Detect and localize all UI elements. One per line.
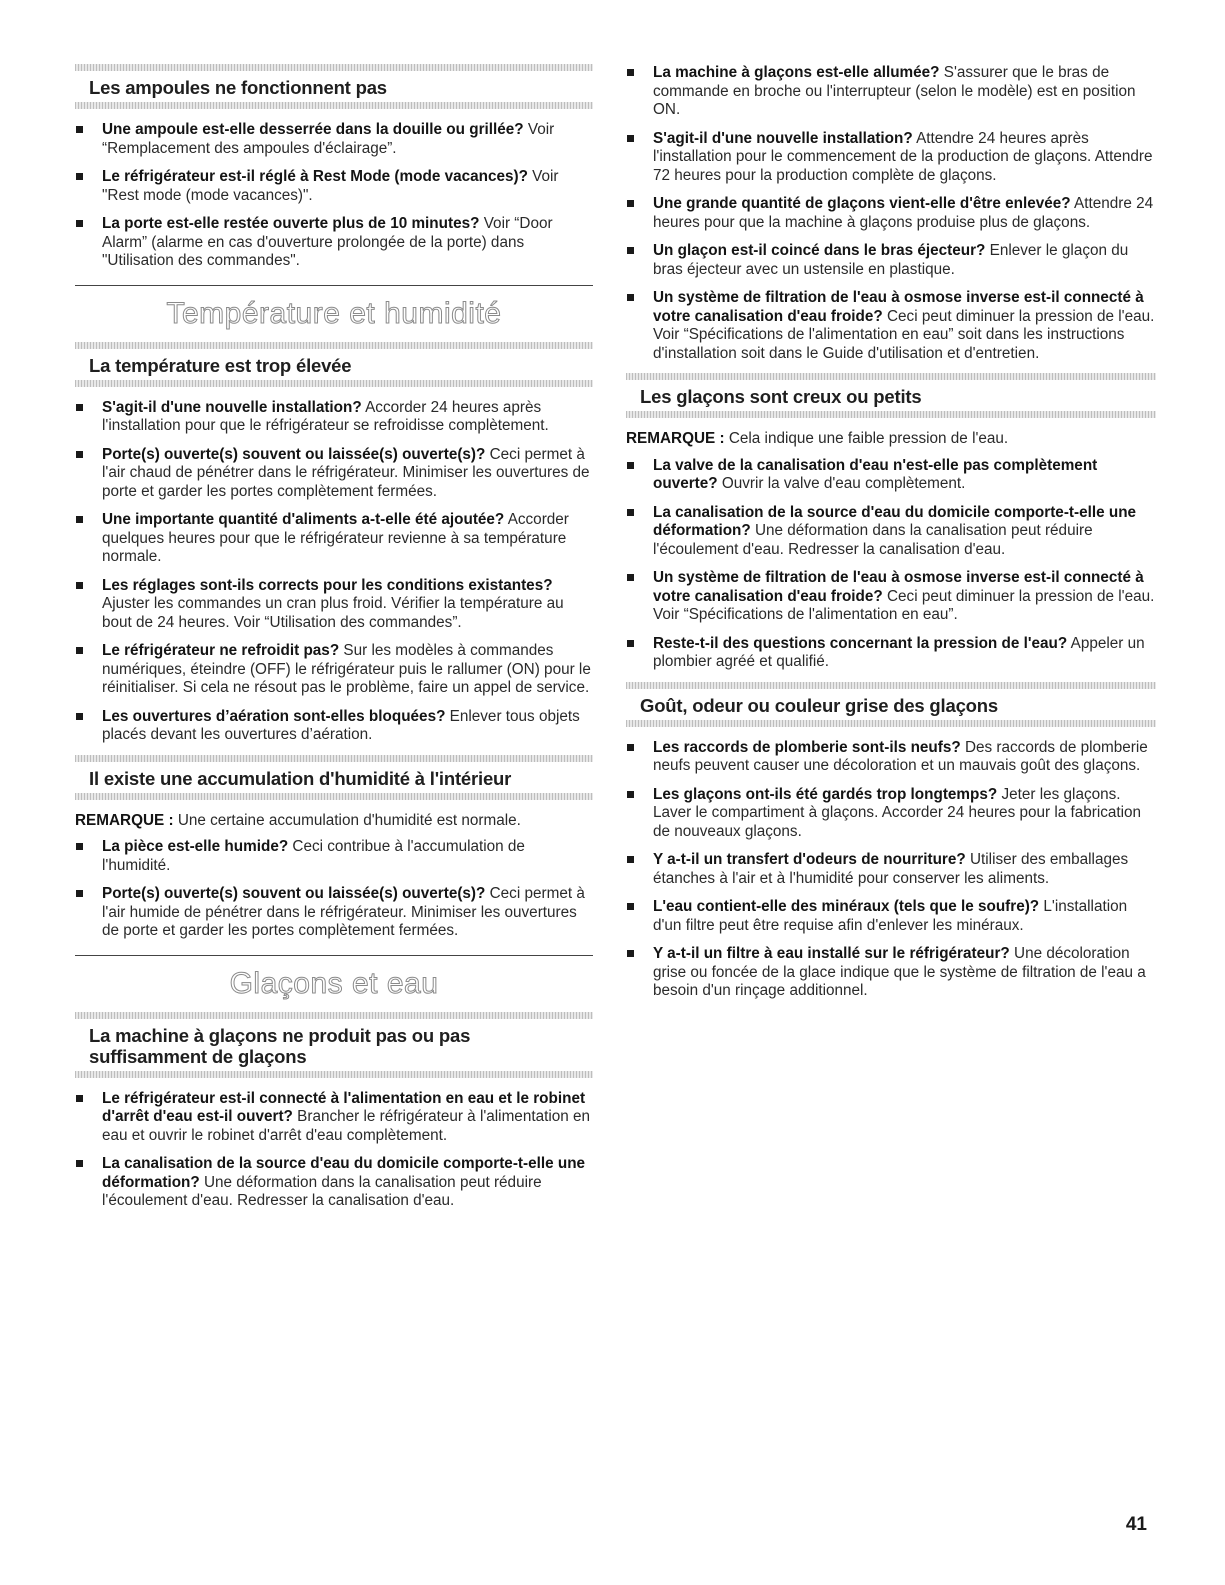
square-bullet-icon (76, 173, 83, 180)
square-bullet-icon (76, 451, 83, 458)
answer: Voir "Rest mode (mode vacances)". (102, 168, 559, 204)
question: Reste-t-il des questions concernant la pression de l'eau? (653, 634, 1068, 652)
list-item (75, 885, 593, 941)
list-item (626, 569, 1156, 625)
question: Les ouvertures d’aération sont-elles bloquées? (102, 707, 446, 725)
answer: Ceci permet à l'air chaud de pénétrer dans le réfrigérateur. Minimiser les ouvertures de porte et garder les portes complètement fermées. (102, 445, 590, 500)
square-bullet-icon (627, 640, 634, 647)
note (626, 430, 1156, 449)
list-item (75, 1155, 593, 1211)
question: Une grande quantité de glaçons vient-elle d'être enlevée? (653, 195, 1071, 212)
section-gout (626, 682, 1156, 1001)
square-bullet-icon (627, 509, 634, 516)
answer: S'assurer que le bras de commande en broche ou l'interrupteur (selon le modèle) est en position ON. (653, 64, 1136, 118)
question: Le réfrigérateur est-il connecté à l'alimentation en eau et le robinet d'arrêt d'eau est-il ouvert? (102, 1089, 586, 1125)
question: Les réglages sont-ils corrects pour les conditions existantes? (102, 576, 553, 594)
square-bullet-icon (76, 1160, 83, 1167)
question: Les glaçons ont-ils été gardés trop longtemps? (653, 785, 998, 803)
square-bullet-icon (627, 791, 634, 798)
subsection-header (626, 682, 1156, 727)
subsection-title: La machine à glaçons ne produit pas ou pas suffisamment de glaçons (89, 1024, 471, 1067)
list-item (75, 511, 593, 567)
question: La canalisation de la source d'eau du domicile comporte-t-elle une déformation? (653, 503, 1137, 539)
page-number: 41 (1125, 1514, 1147, 1535)
subsection-title: Il existe une accumulation d'humidité à l'intérieur (89, 767, 512, 789)
question: Un système de filtration de l'eau à osmose inverse est-il connecté à votre canalisation d'eau froide? (653, 289, 1144, 325)
question: Un glaçon est-il coincé dans le bras éjecteur? (653, 242, 986, 259)
section-banner (75, 955, 593, 1012)
list-item (75, 577, 593, 633)
subsection-title: Les ampoules ne fonctionnent pas (89, 77, 387, 98)
section-title: Température et humidité (166, 296, 502, 330)
question-list (626, 739, 1156, 1001)
question: Les raccords de plomberie sont-ils neufs? (653, 738, 961, 756)
subsection-title: La température est trop élevée (89, 354, 352, 376)
answer: Ceci peut diminuer la pression de l'eau. Voir “Spécifications de l'alimentation en eau” soit dans les instructions d'installation soit dans le Guide d'utilisation et d'entretien. (653, 307, 1155, 362)
answer: Appeler un plombier agréé et qualifié. (653, 634, 1145, 670)
answer: Voir “Door Alarm” (alarme en cas d'ouverture prolongée de la porte) dans "Utilisation des commandes". (102, 215, 553, 269)
list-item (75, 446, 593, 502)
note-label: REMARQUE : (75, 811, 174, 829)
list-item (626, 851, 1156, 888)
answer: Ceci contribue à l'accumulation de l'humidité. (102, 838, 525, 874)
section-humidite (75, 755, 593, 941)
list-item (626, 457, 1156, 494)
answer: Enlever tous objets placés devant les ouvertures d’aération. (102, 707, 580, 743)
section-title: Glaçons et eau (229, 966, 439, 1000)
question-list (626, 457, 1156, 672)
list-item (626, 195, 1156, 232)
answer: Ouvrir la valve d'eau complètement. (721, 475, 966, 492)
square-bullet-icon (76, 890, 83, 897)
answer: Attendre 24 heures pour que la machine à glaçons produise plus de glaçons. (653, 195, 1154, 231)
answer: Brancher le réfrigérateur à l'alimentation en eau et ouvrir le robinet d'arrêt d'eau complètement. (102, 1108, 591, 1144)
question: Y a-t-il un filtre à eau installé sur le réfrigérateur? (653, 945, 1010, 962)
question: Porte(s) ouverte(s) souvent ou laissée(s) ouverte(s)? (102, 885, 486, 902)
square-bullet-icon (76, 713, 83, 720)
question: L'eau contient-elle des minéraux (tels que le soufre)? (653, 898, 1040, 915)
answer: Des raccords de plomberie neufs peuvent causer une décoloration et un mauvais goût des glaçons. (653, 738, 1148, 774)
square-bullet-icon (627, 856, 634, 863)
note-label: REMARQUE : (626, 430, 725, 447)
question-list (75, 1090, 593, 1211)
question: La canalisation de la source d'eau du domicile comporte-t-elle une déformation? (102, 1155, 586, 1191)
list-item (75, 399, 593, 436)
question: Porte(s) ouverte(s) souvent ou laissée(s) ouverte(s)? (102, 445, 486, 463)
question: Le réfrigérateur est-il réglé à Rest Mode (mode vacances)? (102, 168, 528, 185)
question-list (75, 121, 593, 271)
list-item (75, 708, 593, 745)
square-bullet-icon (627, 462, 634, 469)
square-bullet-icon (627, 294, 634, 301)
answer: L'installation d'un filtre peut être requise afin d'enlever les minéraux. (653, 898, 1128, 934)
subsection-header (75, 64, 593, 109)
section-glacons-continued (626, 64, 1156, 363)
list-item (626, 130, 1156, 186)
answer: Sur les modèles à commandes numériques, éteindre (OFF) le réfrigérateur puis le rallumer (ON) pour le réinitialiser. Si cela ne résout pas le problème, faire un appel de service. (102, 642, 591, 696)
square-bullet-icon (627, 247, 634, 254)
list-item (75, 168, 593, 205)
answer: Attendre 24 heures après l'installation pour le commencement de la production de glaçons. Attendre 72 heures pour la production complète de glaçons. (653, 129, 1153, 184)
question-list (75, 838, 593, 941)
square-bullet-icon (76, 126, 83, 133)
answer: Accorder quelques heures pour que le réfrigérateur revienne à sa température normale. (102, 511, 569, 565)
note-text: Cela indique une faible pression de l'eau. (728, 430, 1009, 447)
question: La machine à glaçons est-elle allumée? (653, 64, 940, 81)
question: Une importante quantité d'aliments a-t-elle été ajoutée? (102, 511, 505, 528)
square-bullet-icon (76, 1095, 83, 1102)
list-item (626, 739, 1156, 776)
square-bullet-icon (627, 950, 634, 957)
answer: Ceci peut diminuer la pression de l'eau. Voir “Spécifications de l'alimentation en eau”. (653, 587, 1155, 623)
list-item (626, 64, 1156, 120)
list-item (626, 504, 1156, 560)
answer: Voir “Remplacement des ampoules d'éclairage”. (102, 121, 555, 157)
answer: Une décoloration grise ou foncée de la glace indique que le système de filtration de l'eau a besoin d'un rinçage additionnel. (653, 945, 1146, 999)
list-item (75, 121, 593, 158)
subsection-header (75, 755, 593, 800)
list-item (75, 642, 593, 698)
square-bullet-icon (76, 516, 83, 523)
answer: Une déformation dans la canalisation peut réduire l'écoulement d'eau. Redresser la canalisation d'eau. (102, 1173, 542, 1209)
question: S'agit-il d'une nouvelle installation? (653, 129, 913, 147)
subsection-header (626, 373, 1156, 418)
section-banner (75, 285, 593, 342)
answer: Jeter les glaçons. Laver le compartiment à glaçons. Accorder 24 heures pour la fabrication de nouveaux glaçons. (653, 785, 1142, 840)
note (75, 812, 593, 831)
list-item (626, 635, 1156, 672)
right-column (626, 64, 1156, 1011)
answer: Accorder 24 heures après l'installation pour que le réfrigérateur se refroidisse complètement. (102, 398, 549, 434)
answer: Ceci permet à l'air humide de pénétrer dans le réfrigérateur. Minimiser les ouvertures de porte et garder les portes complètement fermées. (102, 885, 585, 939)
section-creux (626, 373, 1156, 672)
square-bullet-icon (627, 744, 634, 751)
list-item (75, 838, 593, 875)
square-bullet-icon (627, 135, 634, 142)
square-bullet-icon (76, 582, 83, 589)
square-bullet-icon (76, 404, 83, 411)
subsection-header (75, 342, 593, 387)
square-bullet-icon (76, 843, 83, 850)
question: Une ampoule est-elle desserrée dans la douille ou grillée? (102, 121, 524, 138)
square-bullet-icon (76, 647, 83, 654)
question: La pièce est-elle humide? (102, 838, 289, 855)
question-list (626, 64, 1156, 363)
section-ampoules (75, 64, 593, 271)
answer: Utiliser des emballages étanches à l'air et à l'humidité pour conserver les aliments. (653, 851, 1129, 887)
question: La porte est-elle restée ouverte plus de 10 minutes? (102, 215, 480, 232)
answer: Enlever le glaçon du bras éjecteur avec un ustensile en plastique. (653, 242, 1129, 278)
square-bullet-icon (627, 574, 634, 581)
subsection-header (75, 1012, 593, 1078)
section-temperature (75, 342, 593, 745)
square-bullet-icon (627, 200, 634, 207)
question-list (75, 399, 593, 745)
question: Y a-t-il un transfert d'odeurs de nourriture? (653, 851, 966, 868)
list-item (75, 1090, 593, 1146)
question: La valve de la canalisation d'eau n'est-elle pas complètement ouverte? (653, 456, 1098, 492)
question: Un système de filtration de l'eau à osmose inverse est-il connecté à votre canalisation d'eau froide? (653, 569, 1144, 605)
list-item (626, 945, 1156, 1001)
question: S'agit-il d'une nouvelle installation? (102, 398, 362, 416)
subsection-title: Les glaçons sont creux ou petits (640, 386, 922, 407)
list-item (626, 786, 1156, 842)
list-item (626, 289, 1156, 363)
answer: Une déformation dans la canalisation peut réduire l'écoulement d'eau. Redresser la canalisation d'eau. (653, 522, 1093, 558)
square-bullet-icon (627, 903, 634, 910)
square-bullet-icon (76, 220, 83, 227)
note-text: Une certaine accumulation d'humidité est normale. (177, 811, 521, 829)
list-item (626, 898, 1156, 935)
square-bullet-icon (627, 69, 634, 76)
list-item (626, 242, 1156, 279)
section-glacons (75, 1012, 593, 1211)
list-item (75, 215, 593, 271)
question: Le réfrigérateur ne refroidit pas? (102, 642, 340, 659)
subsection-title: Goût, odeur ou couleur grise des glaçons (640, 694, 998, 716)
left-column (75, 64, 593, 1221)
answer: Ajuster les commandes un cran plus froid. Vérifier la température au bout de 24 heures. Voir “Utilisation des commandes”. (102, 595, 564, 631)
